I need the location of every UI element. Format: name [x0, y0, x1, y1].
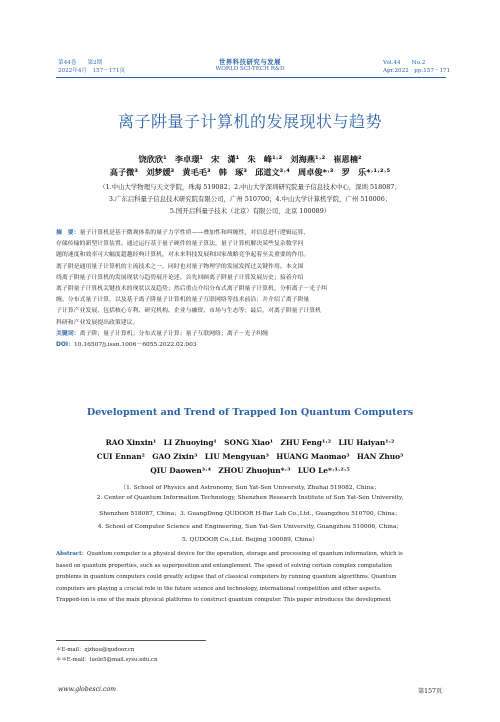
doi — [56, 340, 446, 351]
keywords-zh-label: 关键词： — [56, 330, 80, 337]
journal-name-en: WORLD SCI-TECH R&D — [215, 66, 285, 72]
abstract-zh-line: 子计算产业发展，包括核心专利、研究机构、企业与融资、市场与生态等；最后，对离子阱量子计算机 — [56, 308, 322, 315]
affiliations-en-line5: 5. QUDOOR Co.,Ltd. Beijing 100089, China） — [182, 537, 318, 543]
abstract-en-line — [56, 549, 446, 561]
abstract-zh — [56, 228, 446, 351]
doi-value[interactable]: 10.16507/j.issn.1006－6055.2022.02.003 — [73, 342, 197, 349]
abstract-en — [56, 549, 446, 607]
abstract-zh-line: 离子阱量子计算机关键技术的现状以及趋势；然后重点介绍分布式离子阱量子计算机，分析离子－光子纠 — [56, 286, 327, 293]
journal-website[interactable]: www.globesci.com — [58, 686, 117, 693]
page-number: 第157页 — [418, 688, 443, 695]
abstract-zh-label: 摘 要： — [56, 230, 80, 236]
affiliations-zh-line1: （1.中山大学物理与天文学院，珠海 519082；2.中山大学深圳研究院量子信息技术中心，深圳 518087； — [99, 183, 401, 191]
paper-title-zh: 离子阱量子计算机的发展现状与趋势 — [117, 112, 382, 131]
authors-en-line2: CUI Ennan² GAO Zixin³ LIU Mengyuan³ HUANG Maomao³ HAN Zhuo³ — [96, 452, 404, 461]
affiliations-en-line1: （1. School of Physics and Astronomy, Sun Yat-Sen University, Zhuhai 519082, China； — [120, 485, 380, 491]
abstract-en-text: Quantum computer is a physical device for the operation, storage and processing of quantum information, which is — [86, 551, 403, 557]
abstract-zh-line: 存储传输的新型计算装置。通过运行基于量子硬件的量子算法，量子计算机解决某些复杂数学问 — [56, 241, 304, 248]
affiliations-en-line4: 4. School of Computer Science and Engineering, Sun Yat-Sen University, Guangzhou 510006, China； — [97, 524, 403, 530]
abstract-zh-text: 量子计算机是基于微观体系的量子力学性质——叠加性和纠缠性，对信息进行逻辑运算、 — [79, 230, 310, 236]
abstract-zh-line: 科研和产业发展提出政策建议。 — [56, 319, 139, 326]
abstract-en-line: based on quantum properties, such as superposition and entanglement. The speed of solving certain complex computation — [56, 562, 392, 569]
affiliations-en-line2: 2. Center of Quantum Information Technology, Shenzhen Research Institute of Sun Yat-Sen University, — [96, 495, 404, 501]
journal-volume-issue-en: Vol.44 No.2 — [383, 60, 426, 66]
footnote-email-1: ＊E-mail：zjzhou@qudoor.cn — [56, 647, 135, 653]
journal-date-pages-en: Apr.2022 pp.157－171 — [383, 68, 451, 74]
abstract-zh-line: 缠、分布式量子计算，以及基于离子阱量子计算机的量子互联网络等技术前沿；并介绍了离子阱量 — [56, 297, 310, 304]
doi-label: DOI： — [56, 342, 74, 349]
journal-volume-issue: 第44卷 第2期 — [58, 60, 103, 66]
abstract-zh-line: 离子阱是通用量子计算机的主流技术之一，同时也对量子物理学的发展发挥过关键作用。本文围 — [56, 263, 304, 270]
abstract-zh-line: 题的速度和效率可大幅度超越经典计算机，对未来科技发展和国家战略竞争起着至关重要的作用。 — [56, 252, 310, 259]
abstract-en-line: problems in quantum computers could greatly eclipse that of classical computers by running quantum algorithms. Quantum — [56, 574, 397, 581]
affiliations-zh-line2: 3.广东启科量子信息技术研究院有限公司，广州 510700；4.中山大学计算机学院，广州 510006； — [108, 195, 392, 203]
authors-zh-line1: 饶欣欣¹ 李卓璟¹ 宋 潇¹ 朱 峰¹˒² 刘海燕¹˒² 崔恩楠² — [138, 154, 362, 164]
keywords-zh-text: 离子阱；量子计算机；分布式量子计算；量子互联网络；离子－光子纠缠 — [79, 330, 269, 337]
abstract-en-label: Abstract： — [56, 551, 87, 557]
authors-zh-line2: 高子微³ 刘梦媛³ 黄毛毛³ 韩 琢³ 邱道文³˒⁴ 周卓俊*˒³ 罗 乐*˒¹˒²˒⁵ — [109, 167, 391, 177]
keywords-zh — [56, 329, 446, 340]
abstract-zh-line: 绕离子阱量子计算机的发展现状与趋势展开论述。首先回顾离子阱量子计算发展历史；接着介绍 — [56, 274, 304, 281]
affiliations-en-line3: Shenzhen 518087, China；3. GuangDong QUDOOR H-Bar Lab Co.,Ltd., Guangzhou 510700, China； — [99, 511, 401, 517]
affiliations-zh-line3: 5.国开启科量子技术（北京）有限公司，北京 100089） — [169, 207, 331, 215]
abstract-zh-line — [56, 228, 446, 239]
journal-name-zh: 世界科技研究与发展 — [218, 58, 281, 66]
footnote-rule — [56, 640, 206, 641]
header-rule — [56, 77, 446, 78]
footnote-email-2: ＊＊E-mail：luole5@mail.sysu.edu.cn — [56, 657, 158, 663]
paper-title-en: Development and Trend of Trapped Ion Quantum Computers — [86, 407, 414, 418]
abstract-en-line: Trapped-ion is one of the main physical platforms to construct quantum computer. This paper introduces the development — [56, 597, 391, 604]
authors-en-line1: RAO Xinxin¹ LI Zhuoying¹ SONG Xiao¹ ZHU Feng¹˒² LIU Haiyan¹˒² — [105, 438, 395, 447]
abstract-en-line: computers are playing a crucial role in the future science and technology, international competition and other aspects. — [56, 585, 382, 592]
journal-date-pages: 2022年4月 157－171页 — [58, 68, 126, 74]
authors-en-line3: QIU Daowen³˒⁴ ZHOU Zhuojun*˒³ LUO Le*˒¹˒²˒⁵ — [150, 466, 350, 475]
